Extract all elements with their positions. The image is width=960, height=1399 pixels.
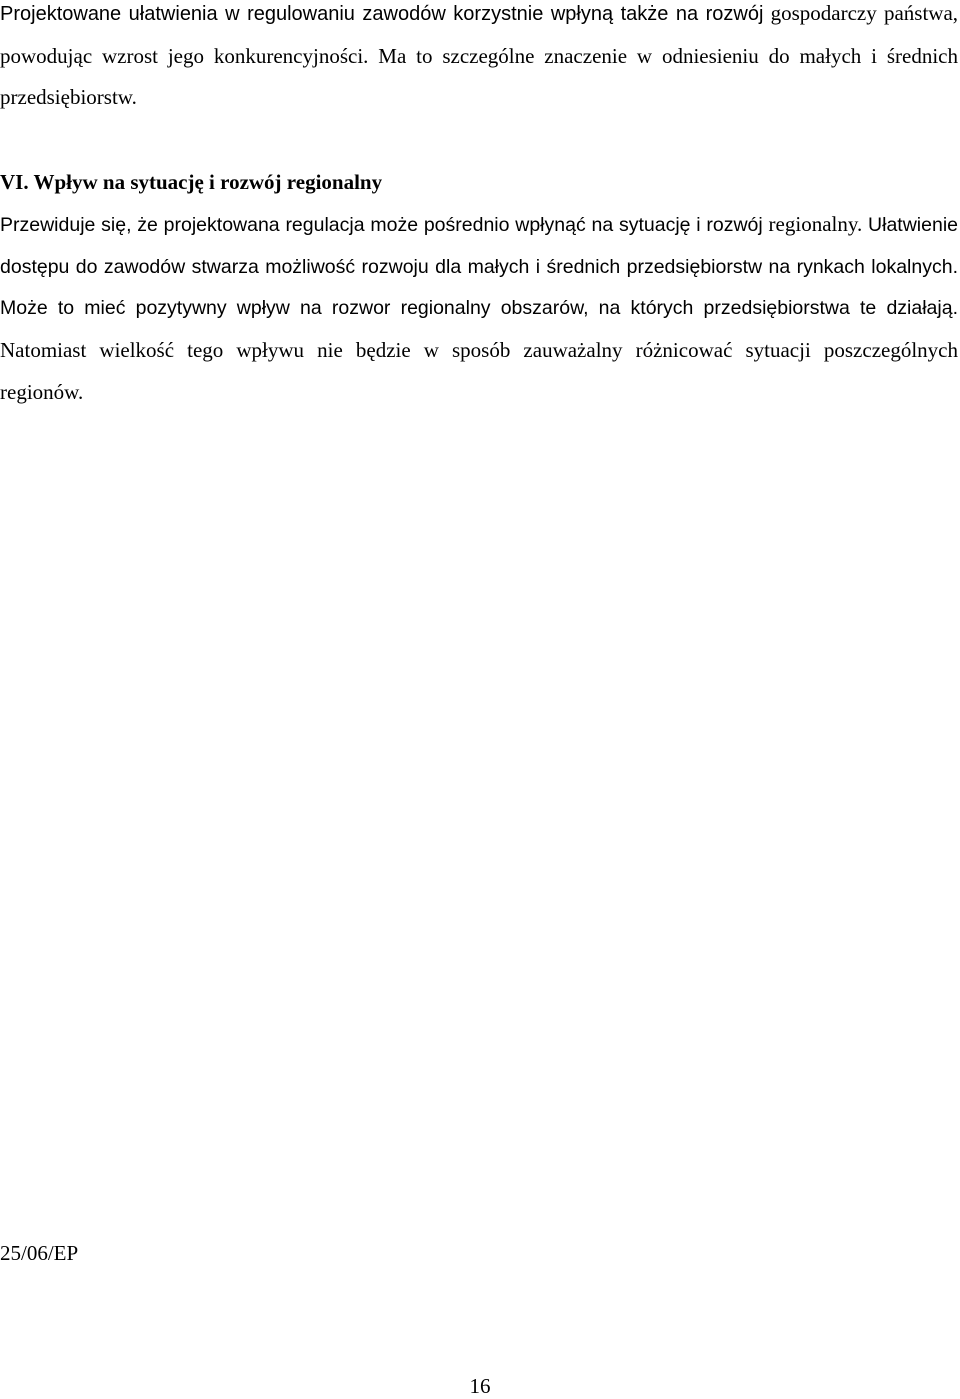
regional-paragraph-part-a: Przewiduje się, że projektowana regulacja może pośrednio wpłynąć na sytuację i rozwój xyxy=(0,214,763,236)
intro-paragraph-part-a: Projektowane ułatwienia w regulowaniu zawodów korzystnie wpłyną także na rozwój xyxy=(0,3,764,25)
intro-paragraph xyxy=(0,0,958,119)
regional-paragraph-part-d: Może to mieć pozytywny wpływ na rozwor regionalny obszarów, na których przedsiębiorstwa te działają. xyxy=(0,297,958,319)
regional-paragraph-part-e: Natomiast wielkość tego wpływu nie będzie w sposób zauważalny różnicować sytuacji poszczególnych regionów. xyxy=(0,337,958,404)
intro-paragraph-part-b: gospodarczy państwa, powodując wzrost jego konkurencyjności. Ma to szczególne znaczenie w odniesieniu do małych i średnich przedsiębiorstw. xyxy=(0,1,959,109)
page-number: 16 xyxy=(469,1374,491,1398)
regional-paragraph-part-b: regionalny. xyxy=(768,212,863,236)
document-reference: 25/06/EP xyxy=(0,1241,79,1265)
section-heading: VI. Wpływ na sytuację i rozwój regionalny xyxy=(0,170,383,194)
regional-impact-paragraph xyxy=(0,204,958,415)
regional-paragraph-part-c: Ułatwienie dostępu do zawodów stwarza możliwość rozwoju dla małych i średnich przedsiębiorstw na rynkach lokalnych. xyxy=(0,214,959,278)
